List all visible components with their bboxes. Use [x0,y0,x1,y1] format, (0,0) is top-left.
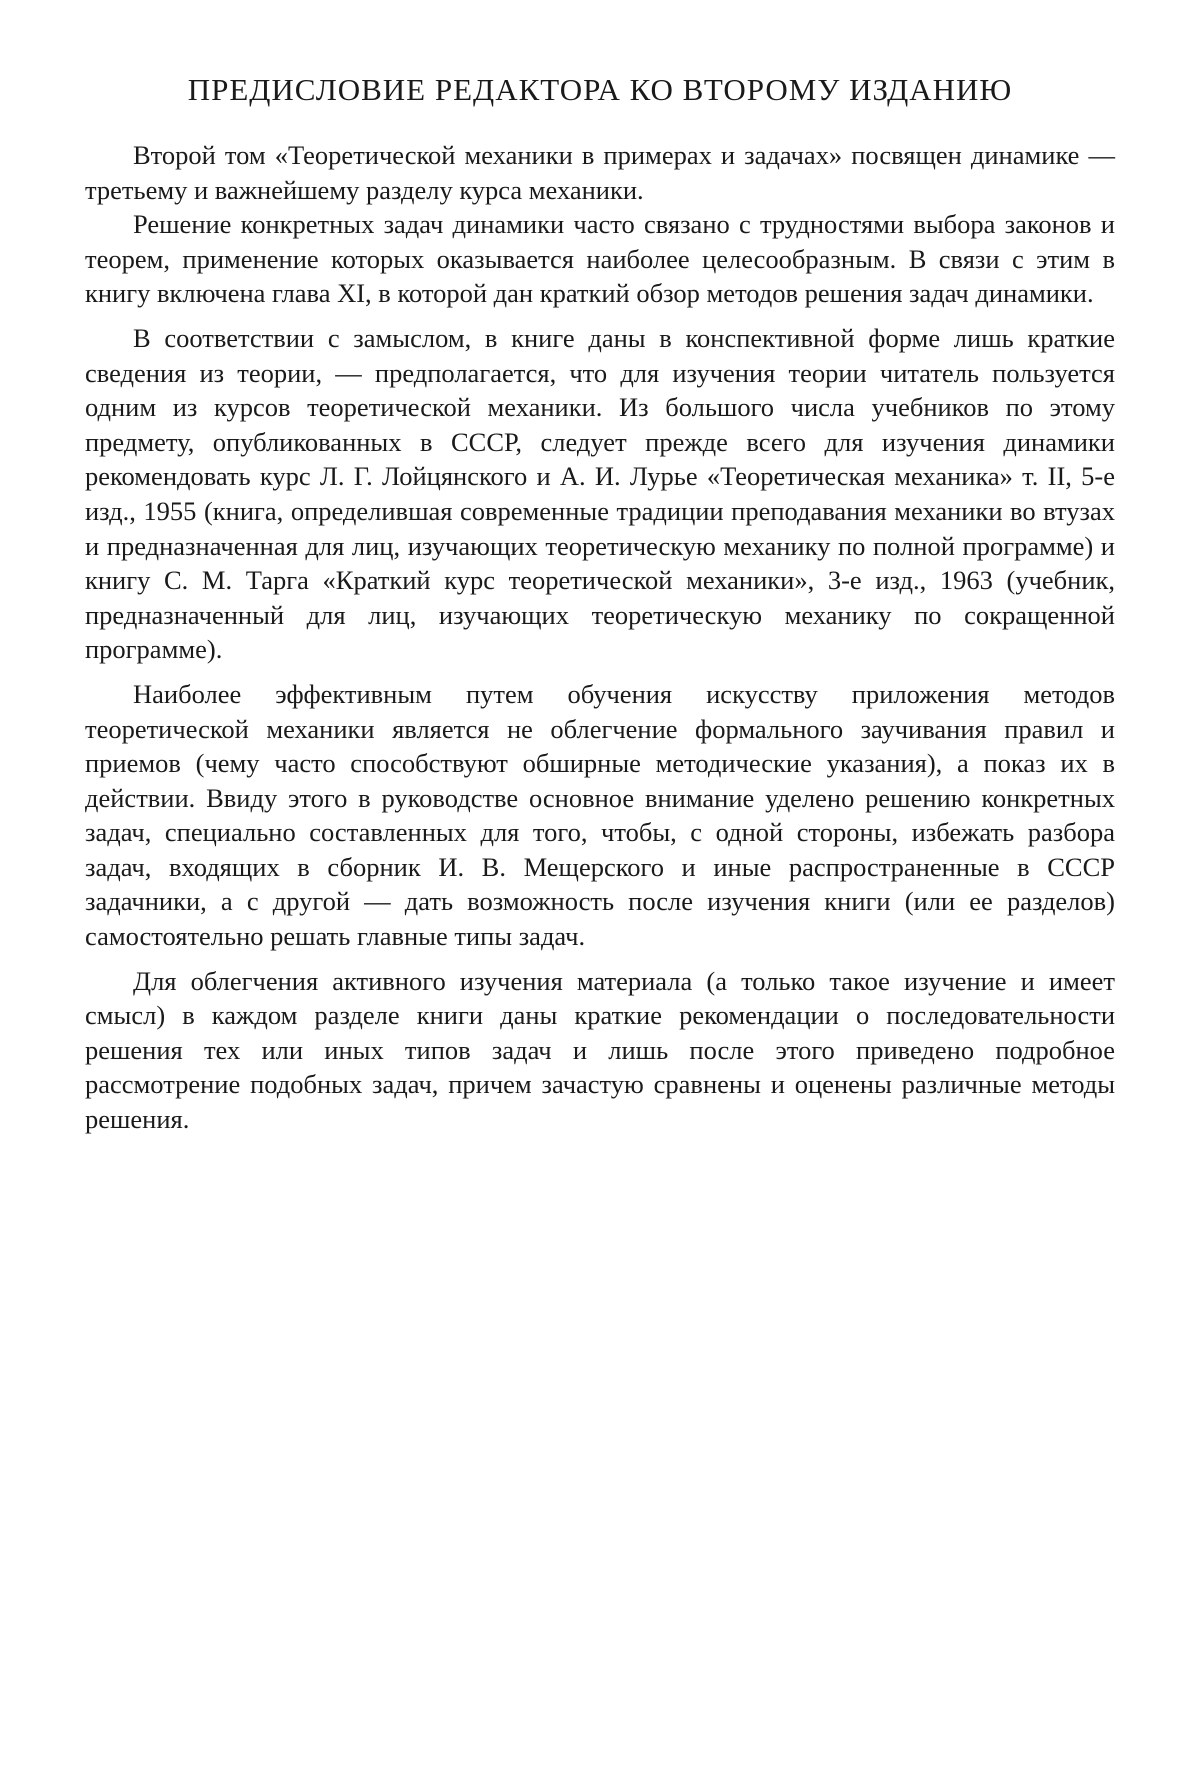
paragraph-4: Наиболее эффективным путем обучения искусству приложения методов теоретической механики является не облегчение формального заучивания правил и приемов (чему часто способствуют обширные методические указания), а показ их в действии. Ввиду этого в руководстве основное внимание уделено решению конкретных задач, специально составленных для того, чтобы, с одной стороны, избежать разбора задач, входящих в сборник И. В. Мещерского и иные распространенные в СССР задачники, а с другой — дать возможность после изучения книги (или ее разделов) самостоятельно решать главные типы задач. [85,677,1115,954]
paragraph-1: Второй том «Теоретической механики в примерах и задачах» посвящен динамике — третьему и важнейшему разделу курса механики. [85,138,1115,207]
paragraph-3: В соответствии с замыслом, в книге даны в конспективной форме лишь краткие сведения из теории, — предполагается, что для изучения теории читатель пользуется одним из курсов теоретической механики. Из большого числа учебников по этому предмету, опубликованных в СССР, следует прежде всего для изучения динамики рекомендовать курс Л. Г. Лойцянского и А. И. Лурье «Теоретическая механика» т. II, 5-е изд., 1955 (книга, определившая современные традиции преподавания механики во втузах и предназначенная для лиц, изучающих теоретическую механику по полной программе) и книгу С. М. Тарга «Краткий курс теоретической механики», 3-е изд., 1963 (учебник, предназначенный для лиц, изучающих теоретическую механику по сокращенной программе). [85,321,1115,667]
page-title: ПРЕДИСЛОВИЕ РЕДАКТОРА КО ВТОРОМУ ИЗДАНИЮ [80,70,1120,110]
paragraph-2: Решение конкретных задач динамики часто связано с трудностями выбора законов и теорем, применение которых оказывается наиболее целесообразным. В связи с этим в книгу включена глава XI, в которой дан краткий обзор методов решения задач динамики. [85,207,1115,311]
document-page [0,0,1200,1779]
paragraph-5: Для облегчения активного изучения материала (а только такое изучение и имеет смысл) в каждом разделе книги даны краткие рекомендации о последовательности решения тех или иных типов задач и лишь после этого приведено подробное рассмотрение подобных задач, причем зачастую сравнены и оценены различные методы решения. [85,964,1115,1137]
document-body [85,138,1115,1137]
